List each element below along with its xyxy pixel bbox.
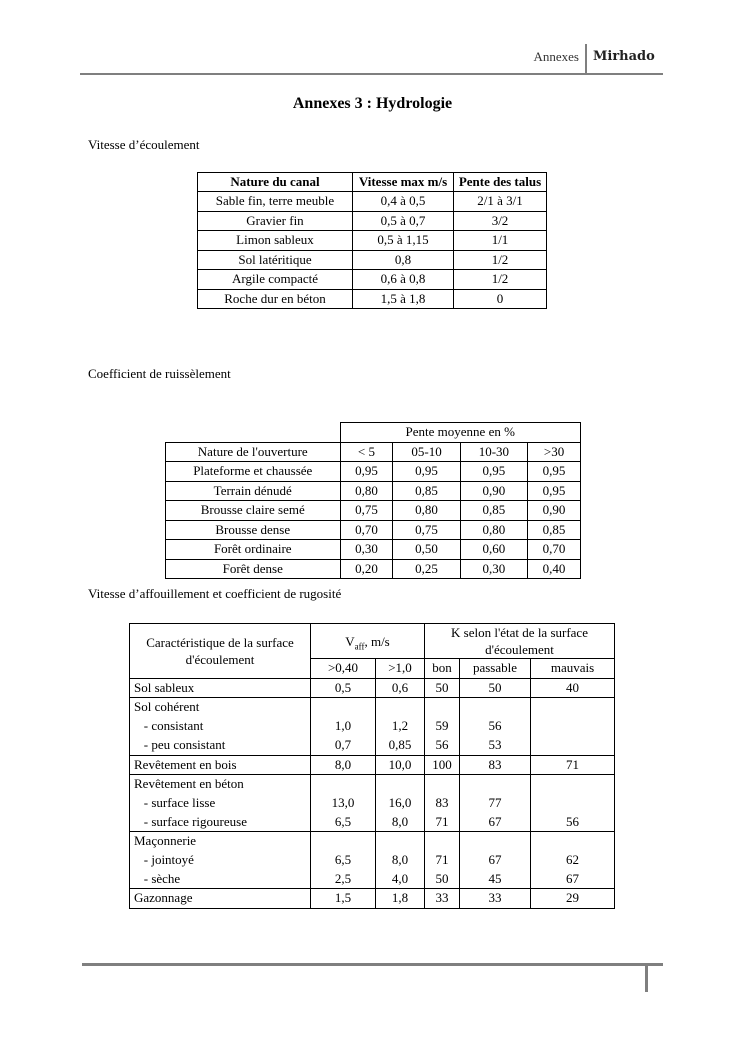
table-cell: 1,0: [311, 717, 376, 736]
table-cell: 0,6: [376, 678, 425, 698]
table-cell: Brousse dense: [166, 520, 341, 540]
table-cell: [376, 775, 425, 794]
table-cell: Sol latéritique: [198, 250, 353, 270]
table-cell: Gazonnage: [130, 889, 311, 909]
section-heading-runoff-coefficient: Coefficient de ruissèlement: [88, 366, 231, 381]
section-heading-scour-roughness: Vitesse d’affouillement et coefficient de rugosité: [88, 586, 342, 601]
table-row: [130, 717, 615, 736]
table-cell: 45: [460, 870, 531, 889]
table-cell: - sèche: [130, 870, 311, 889]
table-cell: 0,50: [393, 540, 460, 560]
table-cell: 2,5: [311, 870, 376, 889]
table-cell: - jointoyé: [130, 851, 311, 870]
table-cell: 0,20: [340, 559, 393, 579]
table-cell: 0,95: [340, 462, 393, 482]
table-cell: 0,80: [393, 501, 460, 521]
table-cell: 0,8: [353, 250, 454, 270]
table-cell: 56: [460, 717, 531, 736]
table-cell: - surface lisse: [130, 794, 311, 813]
table-cell: 4,0: [376, 870, 425, 889]
table-cell: Argile compacté: [198, 270, 353, 290]
table-cell: 50: [425, 870, 460, 889]
table-row: [166, 520, 581, 540]
table-row: [166, 462, 581, 482]
column-header: $V_{aff}$, m/s: [311, 624, 425, 659]
table-cell: 0,90: [460, 481, 527, 501]
table-cell: [531, 698, 615, 717]
table-cell: [376, 698, 425, 717]
table-row: [198, 211, 547, 231]
table-row: [130, 755, 615, 775]
group-header: Pente moyenne en %: [340, 423, 581, 443]
table-cell: 0,75: [393, 520, 460, 540]
table-cell: 67: [460, 851, 531, 870]
table-cell: 50: [460, 678, 531, 698]
table-cell: Sable fin, terre meuble: [198, 192, 353, 212]
table-cell: 16,0: [376, 794, 425, 813]
header-author-name: Mirhado: [593, 49, 655, 64]
table-cell: 8,0: [376, 813, 425, 832]
table-cell: 6,5: [311, 851, 376, 870]
table-cell: - peu consistant: [130, 736, 311, 755]
table-cell: 3/2: [454, 211, 547, 231]
table-cell: Maçonnerie: [130, 832, 311, 851]
table-cell: [531, 775, 615, 794]
table-cell: 0,4 à 0,5: [353, 192, 454, 212]
table-header-row: [166, 423, 581, 443]
table-cell: 77: [460, 794, 531, 813]
table-cell: [460, 832, 531, 851]
table-cell: 0,7: [311, 736, 376, 755]
table-row: [198, 289, 547, 309]
table-cell: 6,5: [311, 813, 376, 832]
table-row: [166, 501, 581, 521]
footer-rule: [82, 963, 663, 966]
header-divider: [585, 44, 587, 74]
table-cell: [531, 794, 615, 813]
table-cell: 10,0: [376, 755, 425, 775]
table-cell: [425, 832, 460, 851]
table-row: [130, 870, 615, 889]
table-cell: 62: [531, 851, 615, 870]
table-cell: 33: [460, 889, 531, 909]
table-cell: Revêtement en bois: [130, 755, 311, 775]
column-header: K selon l'état de la surface d'écoulement: [425, 624, 615, 659]
table-cell: [376, 832, 425, 851]
table-row: [130, 678, 615, 698]
table-cell: 59: [425, 717, 460, 736]
sub-column-header: >1,0: [376, 659, 425, 679]
table-cell: [311, 698, 376, 717]
flow-velocity-table: [197, 172, 547, 309]
table-cell: 8,0: [311, 755, 376, 775]
table-cell: 100: [425, 755, 460, 775]
column-header: 10-30: [460, 442, 527, 462]
table-cell: Plateforme et chaussée: [166, 462, 341, 482]
table-cell: 1,8: [376, 889, 425, 909]
table-row: [130, 794, 615, 813]
runoff-coefficient-table: [165, 422, 581, 579]
table-cell: 0,95: [528, 481, 581, 501]
table-row: [198, 192, 547, 212]
table-cell: 50: [425, 678, 460, 698]
column-header: >30: [528, 442, 581, 462]
table-header-row: [166, 442, 581, 462]
sub-column-header: >0,40: [311, 659, 376, 679]
table-cell: 71: [531, 755, 615, 775]
table-cell: 71: [425, 813, 460, 832]
table-cell: 1/2: [454, 270, 547, 290]
scour-roughness-table: [129, 623, 615, 909]
table-row: [130, 698, 615, 717]
column-header: < 5: [340, 442, 393, 462]
table-cell: 56: [425, 736, 460, 755]
sub-column-header: bon: [425, 659, 460, 679]
table-cell: - consistant: [130, 717, 311, 736]
table-row: [130, 775, 615, 794]
section-heading-flow-velocity: Vitesse d’écoulement: [88, 137, 200, 152]
table-header-row: [198, 173, 547, 192]
table-cell: 67: [460, 813, 531, 832]
table-cell: 0,85: [393, 481, 460, 501]
table-cell: 0,30: [460, 559, 527, 579]
table-cell: Terrain dénudé: [166, 481, 341, 501]
table-cell: 0,70: [340, 520, 393, 540]
table-cell: 2/1 à 3/1: [454, 192, 547, 212]
table-cell: 0,70: [528, 540, 581, 560]
header-section-title: Annexes: [533, 49, 579, 64]
table-cell: 67: [531, 870, 615, 889]
table-row: [166, 540, 581, 560]
table-row: [130, 736, 615, 755]
table-cell: 0,25: [393, 559, 460, 579]
column-header: Vitesse max m/s: [353, 173, 454, 192]
table-cell: 0,85: [528, 520, 581, 540]
column-header: Caractéristique de la surface d'écoulement: [130, 624, 311, 679]
table-cell: [425, 698, 460, 717]
table-cell: 0,5: [311, 678, 376, 698]
table-cell: 0,95: [393, 462, 460, 482]
table-row: [198, 231, 547, 251]
table-cell: [531, 717, 615, 736]
table-cell: [460, 698, 531, 717]
table-cell: 13,0: [311, 794, 376, 813]
table-cell: 0,80: [460, 520, 527, 540]
table-row: [130, 889, 615, 909]
table-row: [130, 851, 615, 870]
table-cell: 29: [531, 889, 615, 909]
header-rule: [80, 73, 663, 75]
table-row: [130, 813, 615, 832]
table-cell: [311, 832, 376, 851]
column-header: Nature du canal: [198, 173, 353, 192]
column-header: Pente des talus: [454, 173, 547, 192]
table-cell: 1/1: [454, 231, 547, 251]
table-cell: [311, 775, 376, 794]
table-cell: [460, 775, 531, 794]
table-cell: Forêt dense: [166, 559, 341, 579]
table-row: [166, 481, 581, 501]
table-cell: 83: [460, 755, 531, 775]
table-cell: 0,60: [460, 540, 527, 560]
table-cell: Roche dur en béton: [198, 289, 353, 309]
table-cell: [531, 736, 615, 755]
table-cell: 0,75: [340, 501, 393, 521]
table-cell: 1/2: [454, 250, 547, 270]
table-cell: 83: [425, 794, 460, 813]
table-cell: 0,40: [528, 559, 581, 579]
table-row: [198, 250, 547, 270]
table-cell: 1,5 à 1,8: [353, 289, 454, 309]
table-cell: 0,5 à 1,15: [353, 231, 454, 251]
table-row: [130, 832, 615, 851]
table-header-row: [130, 624, 615, 659]
table-cell: Revêtement en béton: [130, 775, 311, 794]
table-cell: Sol cohérent: [130, 698, 311, 717]
table-row: [166, 559, 581, 579]
footer-divider: [645, 966, 648, 992]
table-cell: Forêt ordinaire: [166, 540, 341, 560]
table-cell: Brousse claire semé: [166, 501, 341, 521]
table-cell: 71: [425, 851, 460, 870]
table-cell: 0,95: [460, 462, 527, 482]
table-cell: 0,95: [528, 462, 581, 482]
table-cell: 0,5 à 0,7: [353, 211, 454, 231]
table-cell: Sol sableux: [130, 678, 311, 698]
table-cell: 0,30: [340, 540, 393, 560]
table-cell: 0,80: [340, 481, 393, 501]
table-cell: 0,85: [376, 736, 425, 755]
table-cell: 1,5: [311, 889, 376, 909]
table-cell: 0,85: [460, 501, 527, 521]
sub-column-header: passable: [460, 659, 531, 679]
table-cell: 8,0: [376, 851, 425, 870]
table-cell: 33: [425, 889, 460, 909]
sub-column-header: mauvais: [531, 659, 615, 679]
table-cell: - surface rigoureuse: [130, 813, 311, 832]
table-cell: 0,6 à 0,8: [353, 270, 454, 290]
page-title: Annexes 3 : Hydrologie: [292, 95, 453, 112]
table-cell: 40: [531, 678, 615, 698]
column-header: Nature de l'ouverture: [166, 442, 341, 462]
table-cell: 56: [531, 813, 615, 832]
column-header: 05-10: [393, 442, 460, 462]
table-cell: [531, 832, 615, 851]
table-cell: 0: [454, 289, 547, 309]
table-cell: 0,90: [528, 501, 581, 521]
table-cell: 53: [460, 736, 531, 755]
table-cell: Limon sableux: [198, 231, 353, 251]
table-row: [198, 270, 547, 290]
table-cell: 1,2: [376, 717, 425, 736]
table-cell: Gravier fin: [198, 211, 353, 231]
table-cell: [425, 775, 460, 794]
